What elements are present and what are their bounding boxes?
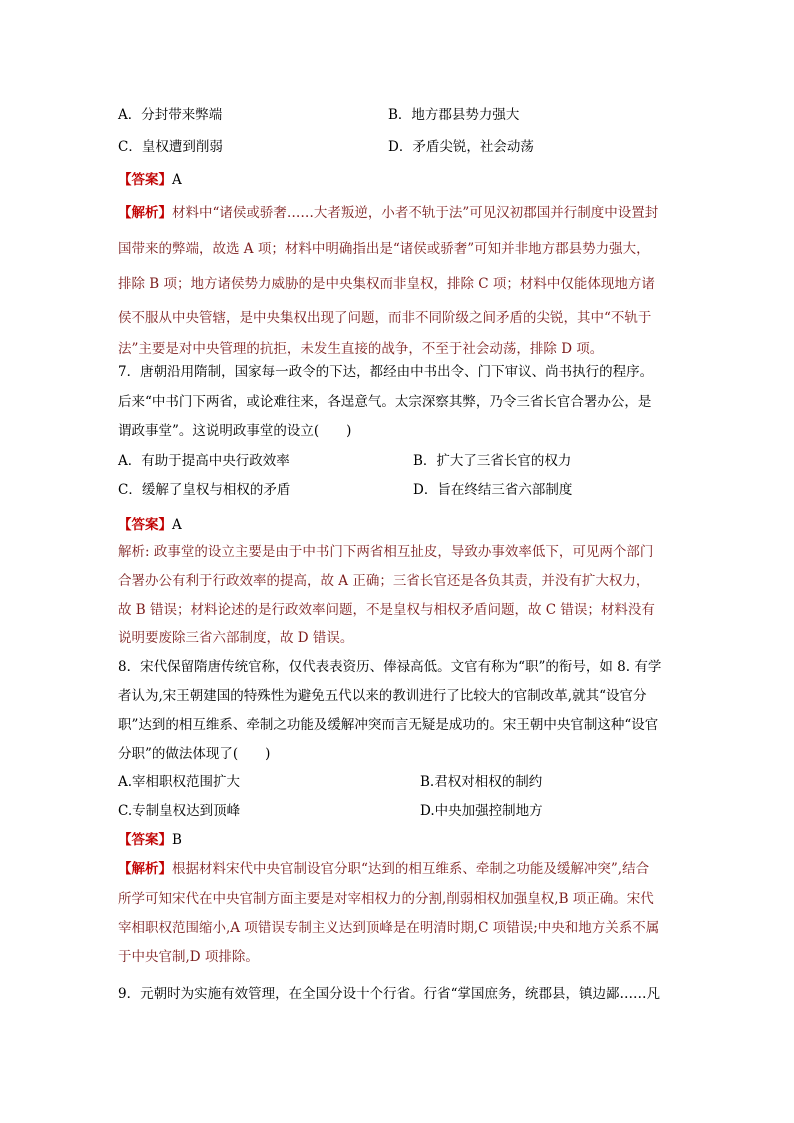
q7-option-a: A．有助于提高中央行政效率 <box>118 453 290 469</box>
q8-stem-line: 分职”的做法体现了( ) <box>118 746 271 762</box>
answer-value: A <box>172 517 182 533</box>
q8-option-d: D.中央加强控制地方 <box>420 803 543 819</box>
analysis-tag: 【解析】 <box>118 205 172 221</box>
q6-answer <box>118 171 182 189</box>
q7-option-d: D．旨在终结三省六部制度 <box>413 482 573 498</box>
q7-analysis-line: 故 B 错误；材料论述的是行政效率问题，不是皇权与相权矛盾问题，故 C 错误；材料没有 <box>118 602 655 618</box>
q7-answer <box>118 516 182 534</box>
q8-stem-line: 职”达到的相互维系、牵制之功能及缓解冲突而言无疑是成功的。宋王朝中央官制这种“设官 <box>118 717 659 733</box>
q8-option-c: C.专制皇权达到顶峰 <box>118 803 241 819</box>
answer-value: B <box>172 832 182 848</box>
q8-option-a: A.宰相职权范围扩大 <box>118 774 241 790</box>
q6-analysis-line: 侯不服从中央管辖，是中央集权出现了问题，而非不同阶级之间矛盾的尖锐，其中“不轨于 <box>118 310 652 326</box>
q7-analysis-line: 合署办公有利于行政效率的提高，故 A 正确；三省长官还是各负其责，并没有扩大权力， <box>118 573 650 589</box>
answer-tag: 【答案】 <box>118 172 172 188</box>
q8-analysis-line: 所学可知宋代在中央官制方面主要是对宰相权力的分割,削弱相权加强皇权,B 项正确。宋代 <box>118 891 654 907</box>
q7-analysis-line: 说明要废除三省六部制度，故 D 错误。 <box>118 630 354 646</box>
answer-tag: 【答案】 <box>118 832 172 848</box>
q6-option-a: A．分封带来弊端 <box>118 107 223 123</box>
q8-analysis-line: 【解析】根据材料宋代中央官制设官分职“达到的相互维系、牵制之功能及缓解冲突”,结合 <box>118 861 650 877</box>
q6-option-d: D．矛盾尖锐，社会动荡 <box>388 139 534 155</box>
q6-analysis-line: 排除 B 项；地方诸侯势力威胁的是中央集权而非皇权，排除 C 项；材料中仅能体现地方诸 <box>118 276 655 292</box>
answer-tag: 【答案】 <box>118 517 172 533</box>
answer-value: A <box>172 172 182 188</box>
q8-stem-line: 者认为,宋王朝建国的特殊性为避免五代以来的教训进行了比较大的官制改革,就其“设官分 <box>118 688 647 704</box>
q6-option-b: B．地方郡县势力强大 <box>388 107 520 123</box>
q6-analysis-line: 国带来的弊端，故选 A 项；材料中明确指出是“诸侯或骄奢”可知并非地方郡县势力强大， <box>118 241 650 257</box>
q8-answer <box>118 831 182 849</box>
q7-stem-line: 谓政事堂”。这说明政事堂的设立( ) <box>118 423 352 439</box>
q8-analysis-line: 于中央官制,D 项排除。 <box>118 949 259 965</box>
q7-stem-line: 后来“中书门下两省，或论难往来，各逞意气。太宗深察其弊，乃令三省长官合署办公，是 <box>118 394 652 410</box>
q7-analysis-line: 解析: 政事堂的设立主要是由于中书门下两省相互扯皮，导致办事效率低下，可见两个部门 <box>118 544 654 560</box>
q7-option-c: C．缓解了皇权与相权的矛盾 <box>118 482 291 498</box>
q6-analysis-line: 【解析】材料中“诸侯或骄奢……大者叛逆，小者不轨于法”可见汉初郡国并行制度中设置封 <box>118 205 659 221</box>
q9-stem-line: 9．元朝时为实施有效管理，在全国分设十个行省。行省“掌国庶务，统郡县，镇边鄙……凡 <box>118 986 660 1002</box>
q7-stem-line: 7．唐朝沿用隋制，国家每一政令的下达，都经由中书出令、门下审议、尚书执行的程序。 <box>118 364 654 380</box>
q7-option-b: B．扩大了三省长官的权力 <box>413 453 572 469</box>
q6-option-c: C．皇权遭到削弱 <box>118 139 223 155</box>
q8-analysis-line: 宰相职权范围缩小,A 项错误专制主义达到顶峰是在明清时期,C 项错误;中央和地方关系不属 <box>118 920 660 936</box>
q8-option-b: B.君权对相权的制约 <box>420 774 543 790</box>
analysis-tag: 【解析】 <box>118 861 172 877</box>
q8-stem-line: 8．宋代保留隋唐传统官称，仅代表表资历、俸禄高低。文官有称为“职”的衔号，如 8. 有学 <box>118 659 662 675</box>
q6-analysis-line: 法”主要是对中央管理的抗拒，未发生直接的战争，不至于社会动荡，排除 D 项。 <box>118 341 604 357</box>
